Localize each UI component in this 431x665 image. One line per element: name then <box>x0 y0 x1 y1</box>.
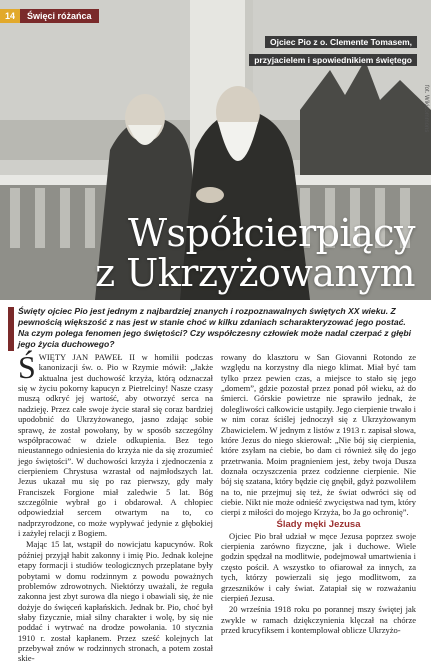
page-number: 14 <box>0 9 20 23</box>
page-header <box>0 8 99 23</box>
article-column-1 <box>18 349 213 665</box>
body-paragraph: rowany do klasztoru w San Giovanni Rotondo ze względu na korzystny dla niego klimat. Miał być tam tylko przez pewien czas, a miejsce to stało się jego „domem”, gdzie pozostał przez ponad pół wieku, aż do śmierci. Górskie powietrze nie sprawiło jednak, że dolegliwości całkowicie ustąpiły. Jego cierpienie trwało i w nim coraz ściślej jednoczył się z Ukrzyżowanym Zbawicielem. W jednym z listów z 1913 r. zapisał słowa, które Jezus do niego skierował: „Nie bój się cierpienia, które zsyłam na ciebie, bo dam ci również siłę do jego przetrwania. Moim pragnieniem jest, żeby twoja Dusza doznała oczyszczenia przez codzienne cierpienie. Nie bój się szatana, który będzie cię gnębił, gdyż pozwoliłem na to, nie przejmuj się też, że świat odwróci się od ciebie. Nikt nie może odnieść zwycięstwa nad tym, który cierpi z miłości do mojego Krzyża, bo Ja go ochronię”. <box>221 352 416 518</box>
title-line-1: Współcierpiący <box>127 211 415 255</box>
body-paragraph: ŚWIĘTY JAN PAWEŁ II w homilii podczas kanonizacji św. o. Pio w Rzymie mówił: „Jakże aktualna jest duchowość krzyża, którą odznaczał się w życiu pokorny kapucyn z Pietrelciny! Nasze czasy muszą odkryć jej wartość, aby otworzyć serca na nadzieję. Przez całe swoje życie starał się coraz bardziej upodobnić do Ukrzyżowanego, jasno zdając sobie sprawę, że został powołany, by w sposób szczególny współpracować w dziele odkupienia. Bez tego nieustannego odniesienia do krzyża nie da się zrozumieć jego świętości”. W duchowości krzyża i zjednoczenia z cierpieniem Chrystusa wzrastał od najmłodszych lat. Jezus ukazał mu się po raz pierwszy, gdy mały Franciszek Forgione miał zaledwie 5 lat. Bóg szczególnie wybrał go i obdarował. A chłopiec odpowiedział sercem otwartym na to, co nadprzyrodzone, co może wypływać jedynie z głębokiej i zażyłej relacji z Bogiem. <box>18 349 213 539</box>
body-paragraph: Ojciec Pio brał udział w męce Jezusa poprzez swoje cierpienia zarówno fizyczne, jak i duchowe. Wiele godzin spędzał na modlitwie, podejmował umartwienia i często pościł. A wszystko to ofiarował za innych, za tych, którzy powierzali się jego modlitwom, za grzeszników i cały świat. Zatapiał się w rozważaniu cierpień Jezusa. <box>221 530 416 603</box>
caption-line-1: Ojciec Pio z o. Clemente Tomasem, <box>265 36 417 48</box>
subheading: Ślady męki Jezusa <box>276 518 361 530</box>
body-paragraph: Mając 15 lat, wstąpił do nowicjatu kapucynów. Rok później przyjął habit zakonny i imię Pio. Jednak kolejne etapy formacji i studiów teologicznych przeplatane były pobytami w domu rodzinnym z powodu poważnych problemów zdrowotnych. Niektórzy uważali, że reguła zakonna jest zbyt surowa dla niego i obawiali się, że nie dożyje do święceń kapłańskich. Jednak br. Pio, choć był słaby fizycznie, miał silny charakter i wolę, by się nie poddać i wytrwać na drodze powołania. 10 stycznia 1910 r. został kapłanem. Przez sześć kolejnych lat przebywał znów w rodzinnych stronach, a potem został skie- <box>18 539 213 664</box>
article-title <box>95 211 415 295</box>
title-line-2: z Ukrzyżowanym <box>95 250 415 295</box>
body-paragraph: 20 września 1918 roku po porannej mszy świętej jak zwykle w ramach dziękczynienia klęczał na chórze przed krucyfiksem i kontemplował oblicze Ukrzyżo- <box>221 604 416 635</box>
article-column-2 <box>221 352 416 636</box>
lead-marker <box>8 307 14 351</box>
photo-caption <box>249 32 417 68</box>
lead-text: Święty ojciec Pio jest jednym z najbardziej znanych i rozpoznawalnych świętych XX wieku. Z pewnością większość z nas jest w stanie choć w kilku zdaniach scharakteryzować jego postać. Na czym polega fenomen jego świętości? Czy współczesny człowiek może nadal czerpać z głębi jego życia duchowego? <box>18 306 412 349</box>
drop-cap: Ś <box>18 349 36 385</box>
lead-paragraph <box>18 306 416 350</box>
caption-line-2: przyjacielem i spowiednikiem świętego <box>249 54 417 66</box>
section-label: Święci różańca <box>20 9 99 23</box>
photo-credit: fot. Wikicommons <box>423 85 429 133</box>
